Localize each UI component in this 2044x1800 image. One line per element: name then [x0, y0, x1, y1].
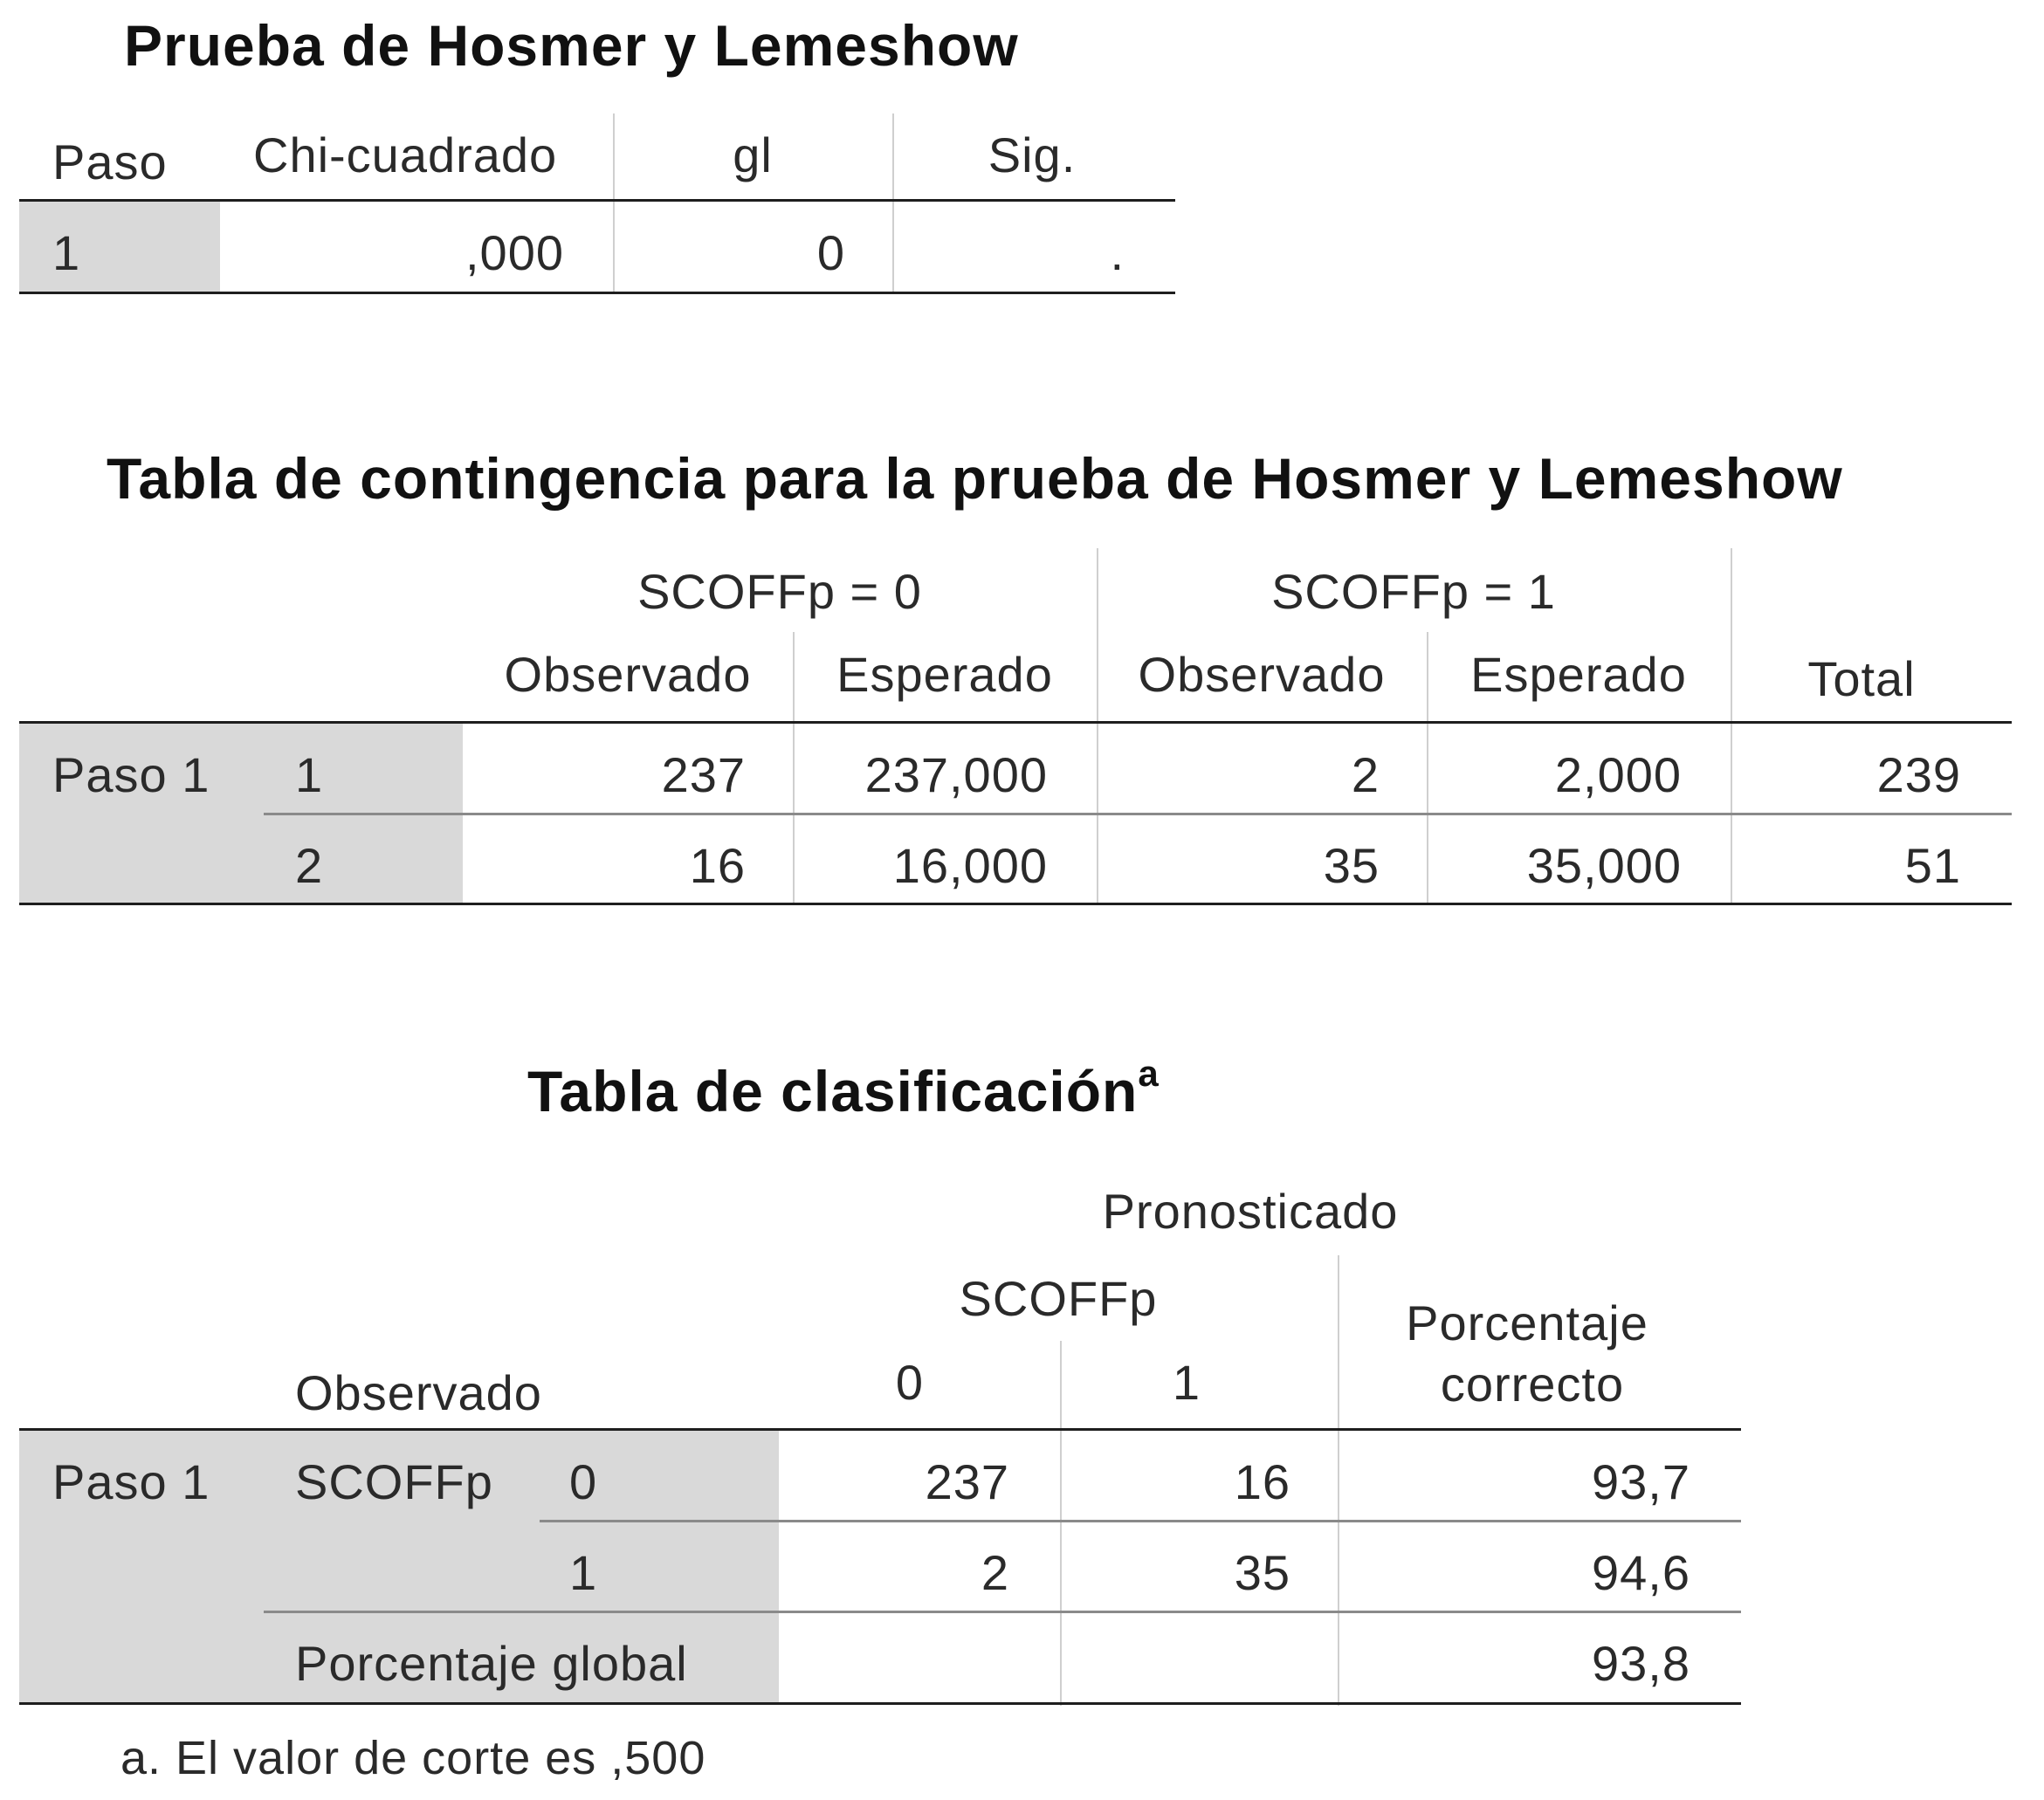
ct-group1-header: SCOFFp = 1: [1271, 564, 1556, 619]
cl-bottom-rule: [19, 1702, 1741, 1705]
hl-title: Prueba de Hosmer y Lemeshow: [124, 13, 1019, 78]
cl-row-v1: 16: [1234, 1454, 1290, 1509]
ct-row-obs0: 16: [689, 838, 746, 893]
cl-observed-header: Observado: [295, 1365, 542, 1420]
ct-total-header: Total: [1807, 651, 1916, 706]
ct-row-obs1: 2: [1351, 747, 1380, 802]
cl-row-v1: 35: [1234, 1545, 1290, 1600]
ct-observed0-header: Observado: [504, 647, 752, 702]
cl-row-rule: [540, 1520, 1741, 1522]
cl-row-var: SCOFFp: [295, 1454, 493, 1509]
cl-global-pct: 93,8: [1592, 1636, 1690, 1691]
ct-expected1-header: Esperado: [1470, 647, 1687, 702]
cl-row-pct: 93,7: [1592, 1454, 1690, 1509]
hl-header-sig: Sig.: [988, 127, 1077, 182]
cl-row-v0: 237: [925, 1454, 1009, 1509]
cl-row-cat: 1: [569, 1545, 598, 1600]
ct-row-rule: [264, 813, 2012, 815]
ct-row-total: 51: [1904, 838, 1961, 893]
ct-row-exp0: 16,000: [892, 838, 1048, 893]
cl-row-pct: 94,6: [1592, 1545, 1690, 1600]
contingency-title: Tabla de contingencia para la prueba de Hosmer y Lemeshow: [107, 446, 1843, 511]
cl-row-v0: 2: [981, 1545, 1009, 1600]
hl-row-step: 1: [52, 225, 81, 280]
ct-row-total: 239: [1876, 747, 1961, 802]
ct-step-label: Paso 1: [52, 747, 210, 802]
hl-row-sig: .: [1110, 225, 1125, 280]
cl-col0-header: 0: [895, 1355, 925, 1410]
hl-bottom-rule: [19, 292, 1175, 294]
cl-col1-header: 1: [1172, 1355, 1201, 1410]
cl-row-rule: [264, 1611, 1741, 1613]
ct-row-exp1: 2,000: [1554, 747, 1682, 802]
cl-predicted-header: Pronosticado: [1102, 1184, 1399, 1239]
cl-scoffp-header: SCOFFp: [959, 1271, 1158, 1326]
hl-header-step: Paso: [52, 134, 168, 189]
classification-title: [527, 1053, 1160, 1124]
ct-row-decile: 1: [295, 747, 324, 802]
ct-row-exp1: 35,000: [1526, 838, 1682, 893]
ct-row-obs0: 237: [661, 747, 746, 802]
cl-row-cat: 0: [569, 1454, 598, 1509]
ct-expected0-header: Esperado: [836, 647, 1053, 702]
classification-title-footnote-mark: a: [1138, 1053, 1160, 1094]
cl-step-label: Paso 1: [52, 1454, 210, 1509]
ct-row-obs1: 35: [1323, 838, 1380, 893]
cl-pct-header-line2: correcto: [1440, 1357, 1625, 1412]
hl-step-shade: [19, 202, 220, 292]
ct-bottom-rule: [19, 903, 2012, 905]
cl-footnote: a. El valor de corte es ,500: [120, 1732, 706, 1784]
ct-row-decile: 2: [295, 838, 324, 893]
cl-pct-header-line1: Porcentaje: [1406, 1295, 1648, 1350]
ct-group0-header: SCOFFp = 0: [637, 564, 922, 619]
classification-title-text: Tabla de clasificación: [527, 1059, 1139, 1123]
hl-header-gl: gl: [733, 127, 773, 182]
hl-row-chi: ,000: [465, 225, 564, 280]
ct-observed1-header: Observado: [1138, 647, 1386, 702]
cl-global-label: Porcentaje global: [295, 1636, 688, 1691]
ct-row-exp0: 237,000: [864, 747, 1048, 802]
hl-header-chi: Chi-cuadrado: [253, 127, 558, 182]
hl-row-gl: 0: [816, 225, 845, 280]
